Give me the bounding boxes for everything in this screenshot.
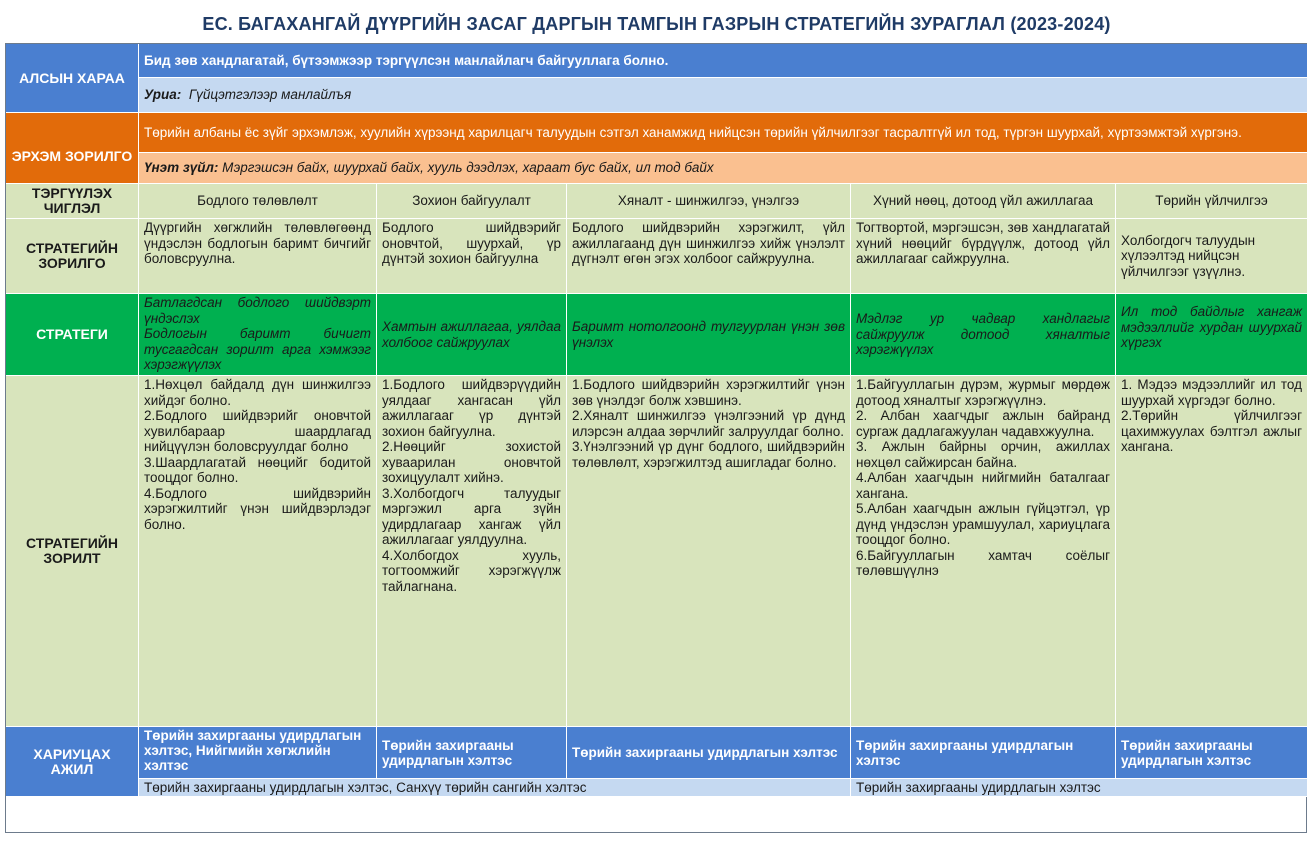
directions-label: ТЭРГҮҮЛЭХ ЧИГЛЭЛ (6, 184, 139, 219)
objectives-label: СТРАТЕГИЙН ЗОРИЛТ (6, 376, 139, 727)
strategy-cell (377, 294, 567, 376)
responsibility-item: Төрийн захиргааны удирдлагын хэлтэс (851, 727, 1116, 779)
page-title: ЕС. БАГАХАНГАЙ ДҮҮРГИЙН ЗАСАГ ДАРГЫН ТАМГЫН ГАЗРЫН СТРАТЕГИЙН ЗУРАГЛАЛ (2023-2024) (202, 14, 1111, 34)
responsibility-bottom-right: Төрийн захиргааны удирдлагын хэлтэс (851, 779, 1308, 797)
strategy-item: Мэдлэг ур чадвар хандлагыг сайжруулж дотоод хяналтыг хэрэгжүүлэх (856, 311, 1110, 358)
goal-item: Бодлого шийдвэрийн хэрэгжилт, үйл ажиллагаанд дүн шинжилгээ хийж үнэлэлт дүгнэлт өгөн эгэх холбоог сайжруулна. (567, 219, 851, 294)
strategy-table (5, 43, 1307, 833)
mission-label: ЭРХЭМ ЗОРИЛГО (6, 113, 139, 184)
motto-text: Гүйцэтгэлээр манлайлъя (188, 87, 352, 103)
responsibility-item: Төрийн захиргааны удирдлагын хэлтэс (1116, 727, 1308, 779)
responsibility-item: Төрийн захиргааны удирдлагын хэлтэс (567, 727, 851, 779)
values-label: Үнэт зүйл: (144, 160, 219, 176)
objective-item: 1.Бодлого шийдвэрүүдийн уялдааг хангасан үйл ажиллагааг үр дүнтэй зохион байгуулна. 2.Нөөцийг зохистой хуваарилан оновчтой зохицуулалт хийнэ. 3.Холбогдогч талуудыг мэргэжил арга зүйн удирдлагаар хангаж үйл ажиллагааг уялдуулна. 4.Холбогдох хууль, тогтоомжийг хэрэгжүүлж тайлагнана. (377, 376, 567, 727)
vision-label: АЛСЫН ХАРАА (6, 44, 139, 113)
strategy-item: Баримт нотолгоонд тулгуурлан үнэн зөв үнэлэх (572, 319, 845, 350)
strategy-cell (851, 294, 1116, 376)
mission-text: Төрийн албаны ёс зүйг эрхэмлэж, хуулийн хүрээнд харилцагч талуудын сэтгэл ханамжид нийцсэн төрийн үйлчилгээг тасралтгүй ил тод, түргэн шуурхай, хүртээмжтэй хүргэнэ. (139, 113, 1308, 153)
responsibility-bottom-left: Төрийн захиргааны удирдлагын хэлтэс, Санхүү төрийн сангийн хэлтэс (139, 779, 851, 797)
strategy-item: Батлагдсан бодлого шийдвэрт үндэслэх Бодлогын баримт бичигт тусгагдсан зорилт арга хэмжээг хэрэгжүүлэх (139, 294, 377, 376)
strategy-cell (567, 294, 851, 376)
goal-item: Тогтвортой, мэргэшсэн, зөв хандлагатай хүний нөөцийг бүрдүүлж, дотоод үйл ажиллагааг сайжруулна. (851, 219, 1116, 294)
values-text: Мэргэшсэн байх, шуурхай байх, хууль дээдлэх, хараат бус байх, ил тод байх (222, 160, 714, 176)
strategy-item: Хамтын ажиллагаа, уялдаа холбоог сайжруулах (382, 319, 561, 350)
goal-item: Дүүргийн хөгжлийн төлөвлөгөөнд үндэслэн бодлогын баримт бичгийг боловсруулна. (139, 219, 377, 294)
motto-row (139, 78, 1308, 113)
direction-item: Хүний нөөц, дотоод үйл ажиллагаа (851, 184, 1116, 219)
objective-item: 1. Мэдээ мэдээллийг ил тод шуурхай хүргэдэг болно. 2.Төрийн үйлчилгээг цахимжуулах бэлтгэл ажлыг хангана. (1116, 376, 1308, 727)
direction-item: Бодлого төлөвлөлт (139, 184, 377, 219)
strategy-item: Ил тод байдлыг хангаж мэдээллийг хурдан шуурхай хүргэх (1116, 294, 1308, 376)
goal-item: Холбогдогч талуудын хүлээлтэд нийцсэн үйлчилгээг үзүүлнэ. (1116, 219, 1308, 294)
objective-item: 1.Байгууллагын дүрэм, журмыг мөрдөж дотоод хяналтыг хэрэгжүүлнэ. 2. Албан хаагчдыг ажлын байранд сургаж дадлагажуулан чадавхжуулна. 3. Ажлын байрны орчин, ажиллах нөхцөл сайжирсан байна. 4.Албан хаагчдын нийгмийн баталгааг хангана. 5.Албан хаагчдын ажлын гүйцэтгэл, үр дүнд үндэслэн урамшуулал, хариуцлага тооцдог болно. 6.Байгууллагын хамтач соёлыг төлөвшүүлнэ (851, 376, 1116, 727)
direction-item: Төрийн үйлчилгээ (1116, 184, 1308, 219)
responsibility-item: Төрийн захиргааны удирдлагын хэлтэс (377, 727, 567, 779)
vision-text: Бид зөв хандлагатай, бүтээмжээр тэргүүлсэн манлайлагч байгууллага болно. (139, 44, 1308, 78)
goals-label: СТРАТЕГИЙН ЗОРИЛГО (6, 219, 139, 294)
objective-item: 1.Бодлого шийдвэрийн хэрэгжилтийг үнэн зөв үнэлдэг болж хэвшинэ. 2.Хяналт шинжилгээ үнэлгээний үр дүнд илэрсэн алдаа зөрчлийг залруулдаг болно. 3.Үнэлгээний үр дүнг бодлого, шийдвэрийн төлөвлөлт, хэрэгжилтэд ашигладаг болно. (567, 376, 851, 727)
direction-item: Зохион байгуулалт (377, 184, 567, 219)
objective-item: 1.Нөхцөл байдалд дүн шинжилгээ хийдэг болно. 2.Бодлого шийдвэрийг оновчтой хувилбараар шаардлагад нийцүүлэн боловсруулдаг болно 3.Шаардлагатай нөөцийг бодитой тооцдог болно. 4.Бодлого шийдвэрийн хэрэгжилтийг үнэн шийдвэрлэдэг болно. (139, 376, 377, 727)
goal-item: Бодлого шийдвэрийг оновчтой, шуурхай, үр дүнтэй зохион байгуулна (377, 219, 567, 294)
responsibility-item: Төрийн захиргааны удирдлагын хэлтэс, Нийгмийн хөгжлийн хэлтэс (139, 727, 377, 779)
values-row (139, 153, 1308, 184)
responsibility-label: ХАРИУЦАХ АЖИЛ (6, 727, 139, 797)
strategies-label: СТРАТЕГИ (6, 294, 139, 376)
motto-label: Уриа: (144, 87, 182, 103)
direction-item: Хяналт - шинжилгээ, үнэлгээ (567, 184, 851, 219)
